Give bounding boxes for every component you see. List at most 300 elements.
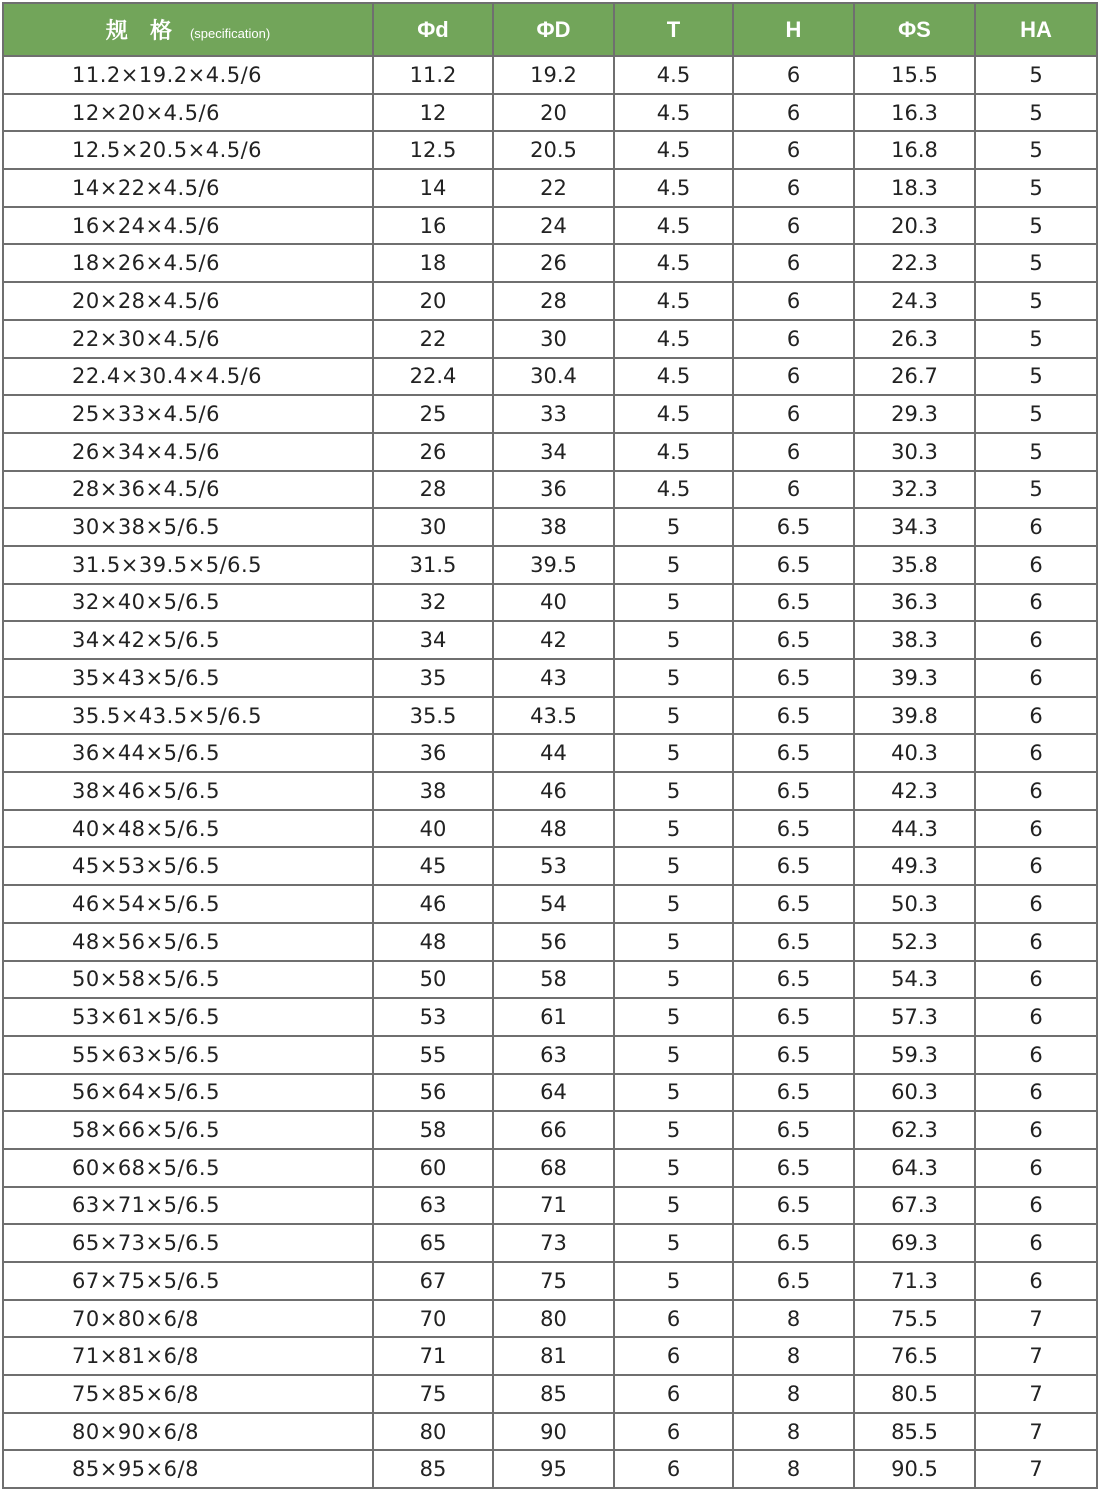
table-row [3,998,1097,1036]
cell-thickness: 5 [614,584,733,622]
cell-s-diameter: 35.8 [854,546,975,584]
cell-ha: 5 [975,471,1097,509]
cell-thickness: 5 [614,1111,733,1149]
cell-s-diameter: 16.8 [854,131,975,169]
cell-specification: 60×68×5/6.5 [3,1149,373,1187]
cell-specification: 26×34×4.5/6 [3,433,373,471]
table-row [3,94,1097,132]
header-row [3,3,1097,56]
cell-height: 6.5 [733,810,854,848]
cell-thickness: 5 [614,546,733,584]
cell-inner-diameter: 20 [373,282,493,320]
cell-ha: 6 [975,621,1097,659]
cell-height: 6.5 [733,734,854,772]
table-row [3,810,1097,848]
cell-thickness: 5 [614,1224,733,1262]
cell-inner-diameter: 36 [373,734,493,772]
cell-s-diameter: 36.3 [854,584,975,622]
header-ha: HA [975,3,1097,56]
cell-specification: 38×46×5/6.5 [3,772,373,810]
cell-inner-diameter: 48 [373,923,493,961]
cell-height: 6 [733,207,854,245]
cell-thickness: 6 [614,1337,733,1375]
cell-ha: 6 [975,847,1097,885]
cell-inner-diameter: 55 [373,1036,493,1074]
cell-height: 6.5 [733,1074,854,1112]
spec-label: 规 格 [105,18,180,43]
header-outer-diameter: ΦD [493,3,614,56]
cell-inner-diameter: 63 [373,1187,493,1225]
cell-outer-diameter: 73 [493,1224,614,1262]
cell-s-diameter: 64.3 [854,1149,975,1187]
cell-inner-diameter: 11.2 [373,56,493,94]
cell-outer-diameter: 85 [493,1375,614,1413]
cell-height: 6.5 [733,659,854,697]
cell-s-diameter: 76.5 [854,1337,975,1375]
cell-specification: 55×63×5/6.5 [3,1036,373,1074]
cell-s-diameter: 62.3 [854,1111,975,1149]
cell-ha: 6 [975,998,1097,1036]
table-row [3,734,1097,772]
table-row [3,508,1097,546]
table-row [3,1337,1097,1375]
table-row [3,282,1097,320]
cell-outer-diameter: 20.5 [493,131,614,169]
cell-outer-diameter: 30 [493,320,614,358]
cell-specification: 80×90×6/8 [3,1413,373,1451]
cell-outer-diameter: 44 [493,734,614,772]
cell-thickness: 6 [614,1375,733,1413]
cell-height: 6 [733,395,854,433]
cell-outer-diameter: 43 [493,659,614,697]
cell-ha: 5 [975,282,1097,320]
cell-ha: 6 [975,810,1097,848]
cell-inner-diameter: 26 [373,433,493,471]
cell-specification: 18×26×4.5/6 [3,244,373,282]
cell-thickness: 5 [614,1074,733,1112]
spec-sublabel: (specification) [189,26,271,41]
cell-inner-diameter: 34 [373,621,493,659]
cell-specification: 12.5×20.5×4.5/6 [3,131,373,169]
cell-specification: 75×85×6/8 [3,1375,373,1413]
cell-height: 6 [733,282,854,320]
cell-inner-diameter: 71 [373,1337,493,1375]
cell-ha: 7 [975,1337,1097,1375]
cell-outer-diameter: 75 [493,1262,614,1300]
cell-outer-diameter: 58 [493,961,614,999]
cell-ha: 7 [975,1413,1097,1451]
cell-ha: 6 [975,1074,1097,1112]
cell-height: 8 [733,1300,854,1338]
cell-thickness: 5 [614,923,733,961]
cell-outer-diameter: 24 [493,207,614,245]
cell-ha: 6 [975,1224,1097,1262]
cell-specification: 45×53×5/6.5 [3,847,373,885]
cell-inner-diameter: 40 [373,810,493,848]
cell-s-diameter: 71.3 [854,1262,975,1300]
cell-thickness: 4.5 [614,169,733,207]
cell-height: 8 [733,1337,854,1375]
cell-s-diameter: 30.3 [854,433,975,471]
cell-height: 6 [733,358,854,396]
cell-outer-diameter: 40 [493,584,614,622]
cell-thickness: 5 [614,734,733,772]
cell-inner-diameter: 14 [373,169,493,207]
cell-ha: 6 [975,1262,1097,1300]
cell-height: 6 [733,320,854,358]
table-row [3,358,1097,396]
cell-ha: 6 [975,584,1097,622]
cell-inner-diameter: 35.5 [373,697,493,735]
cell-thickness: 4.5 [614,94,733,132]
cell-s-diameter: 57.3 [854,998,975,1036]
cell-inner-diameter: 32 [373,584,493,622]
cell-thickness: 5 [614,772,733,810]
cell-specification: 35.5×43.5×5/6.5 [3,697,373,735]
cell-s-diameter: 40.3 [854,734,975,772]
cell-specification: 70×80×6/8 [3,1300,373,1338]
cell-ha: 6 [975,1036,1097,1074]
table-row [3,546,1097,584]
cell-outer-diameter: 19.2 [493,56,614,94]
cell-height: 6 [733,244,854,282]
cell-inner-diameter: 25 [373,395,493,433]
cell-s-diameter: 42.3 [854,772,975,810]
cell-specification: 32×40×5/6.5 [3,584,373,622]
cell-thickness: 4.5 [614,471,733,509]
table-row [3,1224,1097,1262]
cell-s-diameter: 15.5 [854,56,975,94]
table-row [3,659,1097,697]
cell-height: 6.5 [733,1149,854,1187]
cell-thickness: 5 [614,659,733,697]
table-row [3,1375,1097,1413]
table-row [3,847,1097,885]
cell-thickness: 4.5 [614,282,733,320]
cell-s-diameter: 59.3 [854,1036,975,1074]
cell-height: 6 [733,131,854,169]
cell-thickness: 5 [614,885,733,923]
cell-height: 6 [733,169,854,207]
cell-specification: 31.5×39.5×5/6.5 [3,546,373,584]
cell-height: 6.5 [733,1224,854,1262]
cell-s-diameter: 50.3 [854,885,975,923]
cell-ha: 5 [975,56,1097,94]
cell-height: 6.5 [733,998,854,1036]
cell-outer-diameter: 36 [493,471,614,509]
cell-thickness: 4.5 [614,358,733,396]
cell-thickness: 4.5 [614,131,733,169]
cell-ha: 6 [975,734,1097,772]
cell-thickness: 5 [614,1036,733,1074]
cell-thickness: 5 [614,508,733,546]
cell-s-diameter: 34.3 [854,508,975,546]
cell-ha: 6 [975,546,1097,584]
cell-outer-diameter: 63 [493,1036,614,1074]
cell-outer-diameter: 33 [493,395,614,433]
table-row [3,1149,1097,1187]
cell-height: 6.5 [733,546,854,584]
table-row [3,961,1097,999]
cell-ha: 5 [975,358,1097,396]
cell-ha: 6 [975,961,1097,999]
cell-thickness: 4.5 [614,320,733,358]
table-row [3,1111,1097,1149]
cell-inner-diameter: 35 [373,659,493,697]
cell-specification: 14×22×4.5/6 [3,169,373,207]
specification-table [2,2,1098,1489]
cell-specification: 35×43×5/6.5 [3,659,373,697]
cell-ha: 7 [975,1300,1097,1338]
table-body [3,56,1097,1488]
cell-outer-diameter: 64 [493,1074,614,1112]
cell-height: 6.5 [733,1036,854,1074]
table-row [3,1300,1097,1338]
cell-specification: 46×54×5/6.5 [3,885,373,923]
cell-outer-diameter: 46 [493,772,614,810]
cell-height: 6.5 [733,772,854,810]
cell-height: 6.5 [733,508,854,546]
cell-s-diameter: 44.3 [854,810,975,848]
cell-specification: 25×33×4.5/6 [3,395,373,433]
cell-s-diameter: 75.5 [854,1300,975,1338]
cell-outer-diameter: 38 [493,508,614,546]
cell-specification: 16×24×4.5/6 [3,207,373,245]
table-row [3,244,1097,282]
cell-outer-diameter: 53 [493,847,614,885]
cell-specification: 71×81×6/8 [3,1337,373,1375]
cell-outer-diameter: 26 [493,244,614,282]
table-row [3,621,1097,659]
table-row [3,1036,1097,1074]
table-row [3,207,1097,245]
cell-thickness: 5 [614,1187,733,1225]
cell-height: 6 [733,56,854,94]
cell-outer-diameter: 28 [493,282,614,320]
cell-specification: 20×28×4.5/6 [3,282,373,320]
cell-thickness: 4.5 [614,56,733,94]
cell-inner-diameter: 18 [373,244,493,282]
cell-ha: 7 [975,1450,1097,1488]
cell-s-diameter: 85.5 [854,1413,975,1451]
cell-outer-diameter: 22 [493,169,614,207]
cell-inner-diameter: 12.5 [373,131,493,169]
cell-ha: 6 [975,1149,1097,1187]
cell-inner-diameter: 28 [373,471,493,509]
cell-inner-diameter: 16 [373,207,493,245]
cell-thickness: 6 [614,1300,733,1338]
cell-s-diameter: 54.3 [854,961,975,999]
table-row [3,1262,1097,1300]
cell-ha: 6 [975,923,1097,961]
cell-outer-diameter: 42 [493,621,614,659]
cell-specification: 65×73×5/6.5 [3,1224,373,1262]
cell-inner-diameter: 31.5 [373,546,493,584]
cell-s-diameter: 26.7 [854,358,975,396]
cell-outer-diameter: 90 [493,1413,614,1451]
cell-specification: 30×38×5/6.5 [3,508,373,546]
cell-outer-diameter: 48 [493,810,614,848]
cell-s-diameter: 24.3 [854,282,975,320]
cell-inner-diameter: 56 [373,1074,493,1112]
cell-inner-diameter: 60 [373,1149,493,1187]
cell-thickness: 5 [614,847,733,885]
cell-ha: 5 [975,94,1097,132]
table-row [3,1450,1097,1488]
cell-thickness: 4.5 [614,433,733,471]
table-row [3,433,1097,471]
cell-inner-diameter: 80 [373,1413,493,1451]
table-row [3,471,1097,509]
cell-specification: 34×42×5/6.5 [3,621,373,659]
cell-s-diameter: 16.3 [854,94,975,132]
cell-inner-diameter: 65 [373,1224,493,1262]
cell-ha: 6 [975,885,1097,923]
header-specification [3,3,373,56]
cell-s-diameter: 39.3 [854,659,975,697]
cell-s-diameter: 26.3 [854,320,975,358]
table-row [3,772,1097,810]
cell-outer-diameter: 39.5 [493,546,614,584]
cell-thickness: 4.5 [614,395,733,433]
cell-s-diameter: 32.3 [854,471,975,509]
cell-ha: 6 [975,772,1097,810]
cell-height: 6.5 [733,1187,854,1225]
cell-specification: 53×61×5/6.5 [3,998,373,1036]
cell-height: 8 [733,1450,854,1488]
cell-ha: 5 [975,244,1097,282]
table-row [3,320,1097,358]
cell-inner-diameter: 53 [373,998,493,1036]
cell-outer-diameter: 66 [493,1111,614,1149]
cell-thickness: 6 [614,1450,733,1488]
cell-outer-diameter: 20 [493,94,614,132]
cell-inner-diameter: 45 [373,847,493,885]
table-row [3,395,1097,433]
header-s-diameter: ΦS [854,3,975,56]
table-row [3,56,1097,94]
cell-outer-diameter: 81 [493,1337,614,1375]
header-inner-diameter: Φd [373,3,493,56]
cell-height: 6 [733,94,854,132]
table-row [3,1413,1097,1451]
table-row [3,1187,1097,1225]
cell-height: 6.5 [733,961,854,999]
cell-inner-diameter: 58 [373,1111,493,1149]
cell-outer-diameter: 43.5 [493,697,614,735]
cell-ha: 5 [975,433,1097,471]
cell-s-diameter: 80.5 [854,1375,975,1413]
table-row [3,131,1097,169]
cell-ha: 6 [975,508,1097,546]
cell-thickness: 5 [614,998,733,1036]
cell-inner-diameter: 12 [373,94,493,132]
cell-specification: 85×95×6/8 [3,1450,373,1488]
header-height: H [733,3,854,56]
cell-specification: 11.2×19.2×4.5/6 [3,56,373,94]
cell-outer-diameter: 71 [493,1187,614,1225]
cell-s-diameter: 52.3 [854,923,975,961]
cell-s-diameter: 49.3 [854,847,975,885]
cell-outer-diameter: 80 [493,1300,614,1338]
cell-specification: 12×20×4.5/6 [3,94,373,132]
cell-s-diameter: 67.3 [854,1187,975,1225]
cell-thickness: 5 [614,810,733,848]
cell-specification: 22.4×30.4×4.5/6 [3,358,373,396]
cell-ha: 6 [975,1187,1097,1225]
cell-height: 6.5 [733,1262,854,1300]
cell-inner-diameter: 75 [373,1375,493,1413]
cell-height: 6 [733,433,854,471]
cell-ha: 5 [975,395,1097,433]
cell-specification: 58×66×5/6.5 [3,1111,373,1149]
cell-s-diameter: 29.3 [854,395,975,433]
cell-thickness: 5 [614,621,733,659]
table-row [3,885,1097,923]
cell-specification: 36×44×5/6.5 [3,734,373,772]
cell-thickness: 4.5 [614,207,733,245]
cell-inner-diameter: 30 [373,508,493,546]
cell-height: 6 [733,471,854,509]
cell-ha: 5 [975,320,1097,358]
cell-inner-diameter: 85 [373,1450,493,1488]
cell-outer-diameter: 61 [493,998,614,1036]
cell-specification: 22×30×4.5/6 [3,320,373,358]
cell-s-diameter: 22.3 [854,244,975,282]
cell-specification: 67×75×5/6.5 [3,1262,373,1300]
cell-height: 6.5 [733,885,854,923]
cell-inner-diameter: 38 [373,772,493,810]
cell-specification: 28×36×4.5/6 [3,471,373,509]
cell-outer-diameter: 54 [493,885,614,923]
table-row [3,584,1097,622]
cell-ha: 6 [975,1111,1097,1149]
cell-inner-diameter: 50 [373,961,493,999]
cell-ha: 5 [975,169,1097,207]
cell-specification: 56×64×5/6.5 [3,1074,373,1112]
cell-specification: 63×71×5/6.5 [3,1187,373,1225]
header-thickness: T [614,3,733,56]
cell-height: 6.5 [733,584,854,622]
cell-inner-diameter: 67 [373,1262,493,1300]
cell-ha: 5 [975,207,1097,245]
cell-height: 6.5 [733,1111,854,1149]
cell-s-diameter: 60.3 [854,1074,975,1112]
cell-outer-diameter: 68 [493,1149,614,1187]
cell-thickness: 5 [614,697,733,735]
cell-height: 8 [733,1375,854,1413]
cell-s-diameter: 18.3 [854,169,975,207]
cell-outer-diameter: 30.4 [493,358,614,396]
cell-thickness: 6 [614,1413,733,1451]
cell-s-diameter: 69.3 [854,1224,975,1262]
table-row [3,923,1097,961]
cell-specification: 50×58×5/6.5 [3,961,373,999]
cell-ha: 6 [975,659,1097,697]
cell-specification: 40×48×5/6.5 [3,810,373,848]
cell-outer-diameter: 95 [493,1450,614,1488]
cell-ha: 5 [975,131,1097,169]
table-row [3,169,1097,207]
cell-height: 6.5 [733,847,854,885]
cell-inner-diameter: 22 [373,320,493,358]
table-row [3,1074,1097,1112]
cell-thickness: 5 [614,1262,733,1300]
cell-inner-diameter: 70 [373,1300,493,1338]
cell-inner-diameter: 46 [373,885,493,923]
cell-s-diameter: 90.5 [854,1450,975,1488]
cell-ha: 7 [975,1375,1097,1413]
